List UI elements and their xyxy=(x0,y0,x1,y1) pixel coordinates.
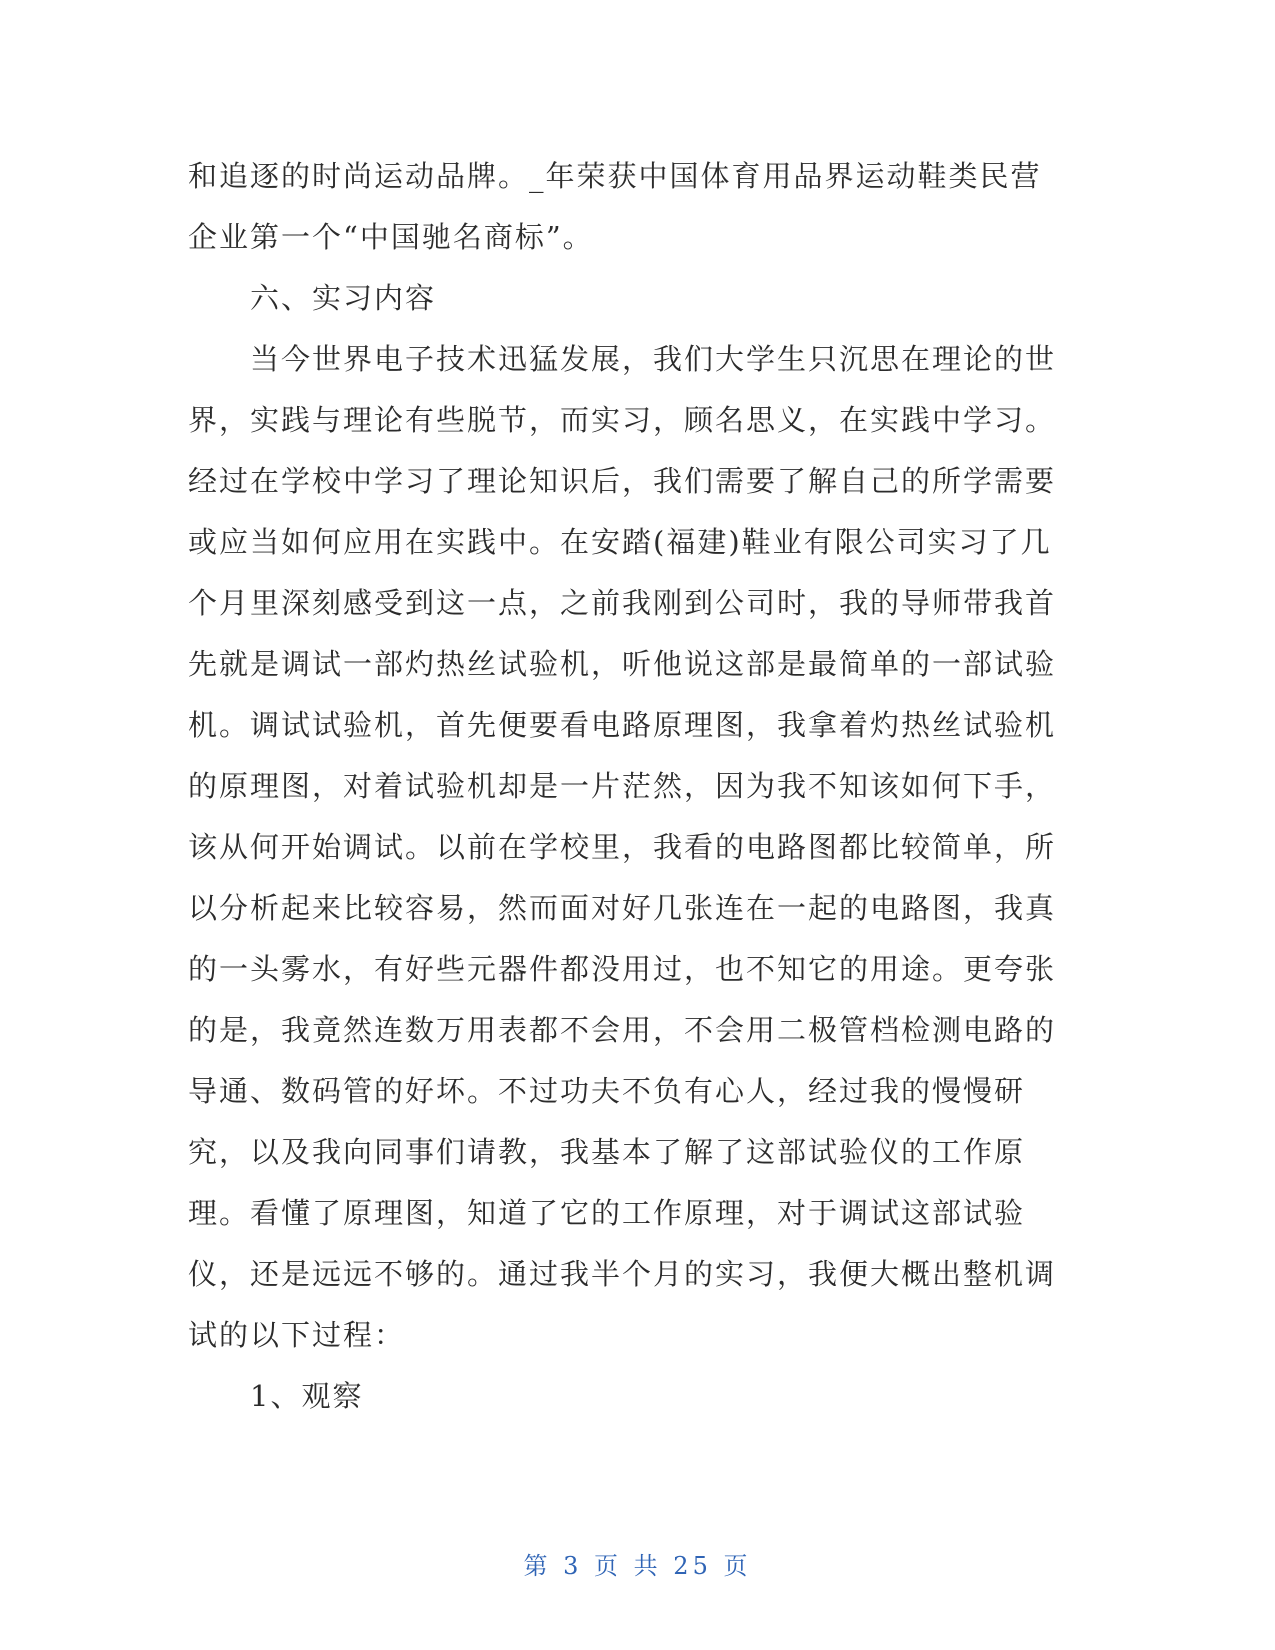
paragraph-internship: 当今世界电子技术迅猛发展，我们大学生只沉思在理论的世界，实践与理论有些脱节，而实习，顾名思义，在实践中学习。经过在学校中学习了理论知识后，我们需要了解自己的所学需要或应当如何应用在实践中。在安踏(福建)鞋业有限公司实习了几个月里深刻感受到这一点，之前我刚到公司时，我的导师带我首先就是调试一部灼热丝试验机，听他说这部是最简单的一部试验机。调试试验机，首先便要看电路原理图，我拿着灼热丝试验机的原理图，对着试验机却是一片茫然，因为我不知该如何下手，该从何开始调试。以前在学校里，我看的电路图都比较简单，所以分析起来比较容易，然而面对好几张连在一起的电路图，我真的一头雾水，有好些元器件都没用过，也不知它的用途。更夸张的是，我竟然连数万用表都不会用，不会用二极管档检测电路的导通、数码管的好坏。不过功夫不负有心人，经过我的慢慢研究，以及我向同事们请教，我基本了解了这部试验仪的工作原理。看懂了原理图，知道了它的工作原理，对于调试这部试验仪，还是远远不够的。通过我半个月的实习，我便大概出整机调试的以下过程： xyxy=(188,342,1057,1352)
list-item-observe: 1、观察 xyxy=(250,1379,364,1413)
section-heading: 六、实习内容 xyxy=(250,281,437,315)
page-number: 第 3 页 共 25 页 xyxy=(523,1552,752,1580)
paragraph-brand: 和追逐的时尚运动品牌。_年荣获中国体育用品界运动鞋类民营企业第一个“中国驰名商标”。 xyxy=(188,159,1042,254)
document-body xyxy=(188,146,1068,1427)
